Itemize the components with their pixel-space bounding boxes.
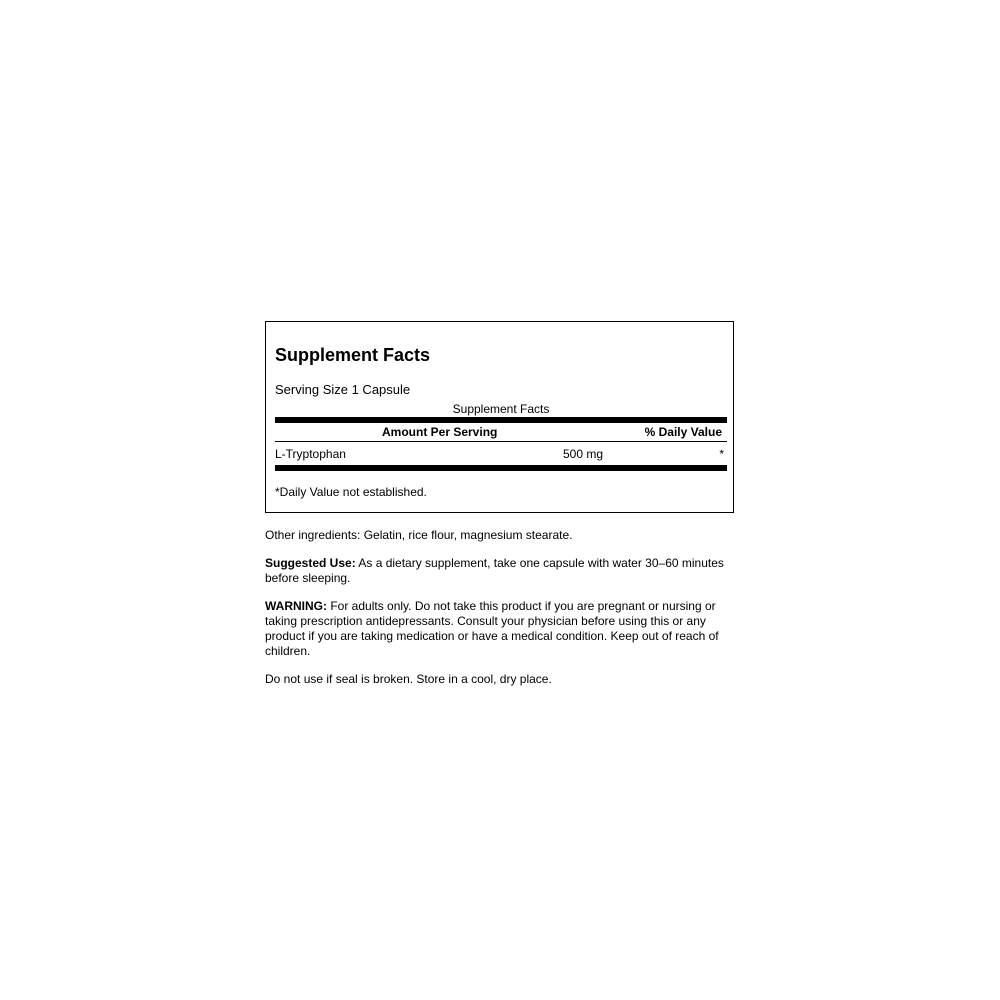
warning: [265, 599, 740, 659]
ingredient-daily-value: *: [719, 447, 724, 461]
supplement-facts-panel: [265, 321, 734, 513]
suggested-use-label: Suggested Use:: [265, 556, 356, 570]
suggested-use: [265, 556, 740, 586]
other-ingredients: Other ingredients: Gelatin, rice flour, magnesium stearate.: [265, 528, 573, 542]
storage-instructions: Do not use if seal is broken. Store in a cool, dry place.: [265, 672, 552, 686]
serving-size: Serving Size 1 Capsule: [275, 382, 411, 397]
warning-text: For adults only. Do not take this product if you are pregnant or nursing or taking prescription antidepressants. Consult your physician before using this or any product if you are taking medication or have a medical condition. Keep out of reach of children.: [265, 599, 719, 658]
warning-label: WARNING:: [265, 599, 327, 613]
daily-value-header: % Daily Value: [644, 425, 722, 439]
bottom-thick-divider: [275, 465, 727, 471]
suggested-use-text: As a dietary supplement, take one capsule with water 30–60 minutes before sleeping.: [265, 556, 724, 585]
daily-value-footnote: *Daily Value not established.: [275, 485, 427, 499]
amount-per-serving-header: Amount Per Serving: [382, 425, 498, 439]
top-thick-divider: [275, 417, 727, 423]
ingredient-name: L-Tryptophan: [275, 447, 346, 461]
table-caption: Supplement Facts: [452, 402, 550, 416]
facts-title: Supplement Facts: [275, 345, 431, 365]
header-divider: [275, 441, 727, 442]
ingredient-amount: 500 mg: [563, 447, 604, 461]
